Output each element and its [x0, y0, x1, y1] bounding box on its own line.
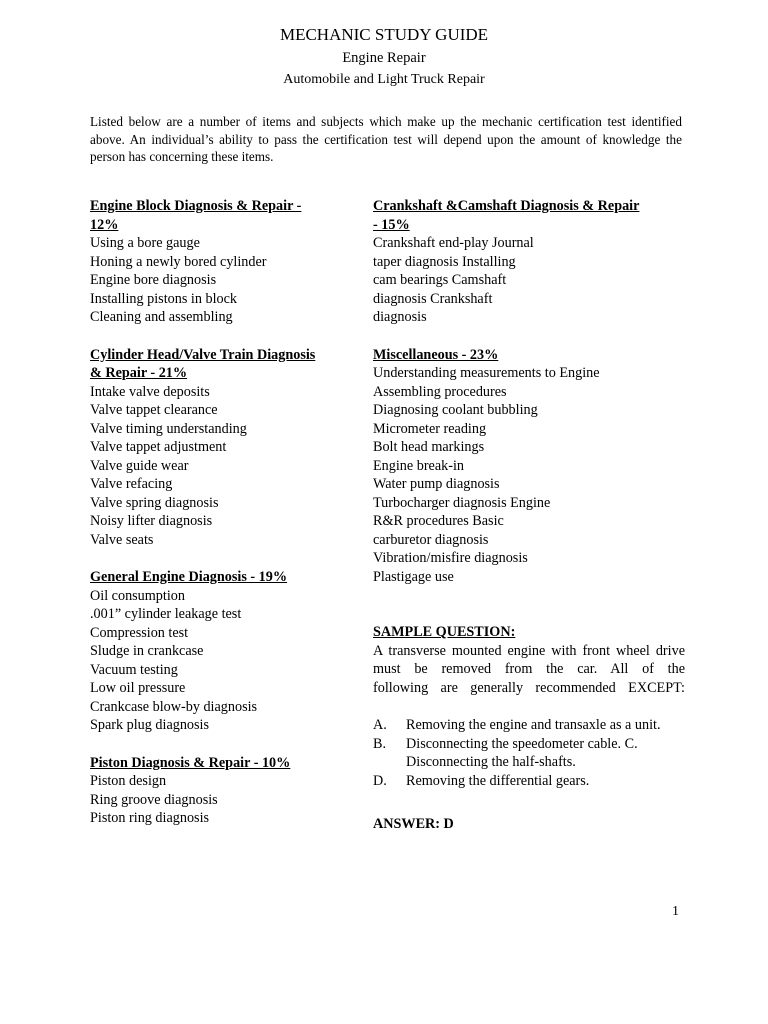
list-item: Crankcase blow-by diagnosis — [90, 698, 258, 715]
answer-text: ANSWER: D — [373, 816, 454, 832]
list-item: .001” cylinder leakage test — [90, 606, 242, 622]
list-item: Understanding measurements to Engine — [373, 365, 600, 381]
section-heading: - 15% — [373, 216, 410, 233]
option-letter: A. — [373, 717, 387, 733]
list-item: Vibration/misfire diagnosis — [373, 550, 528, 566]
list-item: Valve guide wear — [90, 457, 189, 474]
list-item: Oil consumption — [90, 587, 185, 604]
list-item: Piston design — [90, 773, 167, 789]
list-item: Cleaning and assembling — [90, 309, 233, 325]
option-text: Removing the engine and transaxle as a unit. — [406, 717, 661, 733]
list-item: Valve timing understanding — [90, 420, 247, 437]
question-line: A transverse mounted engine with front wheel drive — [373, 642, 685, 659]
section-cylinder-head — [90, 346, 355, 550]
section-piston — [90, 754, 355, 828]
page-subtitle-2: Automobile and Light Truck Repair — [283, 72, 485, 87]
left-column — [90, 197, 355, 828]
list-item: Micrometer reading — [373, 420, 487, 437]
section-heading: SAMPLE QUESTION: — [373, 624, 516, 640]
list-item: Valve tappet clearance — [90, 402, 218, 418]
list-item: Engine break-in — [373, 457, 464, 474]
list-item: diagnosis — [373, 309, 427, 325]
list-item: Valve refacing — [90, 476, 173, 492]
list-item: taper diagnosis Installing — [373, 253, 516, 270]
list-item: Honing a newly bored cylinder — [90, 253, 267, 270]
list-item: Valve spring diagnosis — [90, 494, 219, 511]
section-miscellaneous — [373, 346, 685, 587]
section-crankshaft — [373, 197, 685, 327]
list-item: Installing pistons in block — [90, 290, 237, 307]
list-item: Diagnosing coolant bubbling — [373, 402, 538, 418]
intro-paragraph — [90, 113, 682, 166]
section-heading: Engine Block Diagnosis & Repair - — [90, 198, 302, 214]
list-item: Valve tappet adjustment — [90, 439, 227, 455]
page-subtitle: Engine Repair — [342, 50, 426, 66]
list-item: carburetor diagnosis — [373, 531, 489, 548]
section-heading: General Engine Diagnosis - 19% — [90, 569, 288, 585]
section-heading: Piston Diagnosis & Repair - 10% — [90, 754, 291, 771]
list-item: Valve seats — [90, 531, 154, 548]
list-item: Water pump diagnosis — [373, 476, 500, 492]
page-number: 1 — [672, 904, 679, 919]
list-item: Crankshaft end-play Journal — [373, 235, 534, 251]
list-item: Vacuum testing — [90, 661, 178, 678]
answer-option-b-cont — [373, 753, 685, 772]
option-text: Disconnecting the half-shafts. — [406, 754, 576, 770]
question-line: following are generally recommended EXCEPT: — [373, 679, 685, 696]
section-heading: & Repair - 21% — [90, 365, 188, 381]
list-item: cam bearings Camshaft — [373, 272, 507, 288]
section-general-engine — [90, 568, 355, 735]
option-letter: B. — [373, 735, 387, 752]
intro-line: person has concerning these items. — [90, 149, 274, 165]
list-item: Intake valve deposits — [90, 383, 210, 400]
option-letter: D. — [373, 772, 387, 789]
list-item: Using a bore gauge — [90, 235, 200, 251]
answer-option-b — [373, 735, 685, 754]
section-engine-block — [90, 197, 355, 327]
option-text: Removing the differential gears. — [406, 772, 590, 789]
list-item: Ring groove diagnosis — [90, 791, 218, 808]
answer-option-d — [373, 772, 685, 791]
list-item: Engine bore diagnosis — [90, 272, 217, 288]
list-item: Assembling procedures — [373, 383, 507, 400]
right-column — [373, 197, 685, 834]
section-heading: Cylinder Head/Valve Train Diagnosis — [90, 346, 316, 363]
list-item: diagnosis Crankshaft — [373, 290, 493, 307]
section-heading: 12% — [90, 216, 119, 233]
list-item: Compression test — [90, 624, 189, 641]
section-heading: Crankshaft &Camshaft Diagnosis & Repair — [373, 198, 640, 214]
list-item: Low oil pressure — [90, 680, 186, 696]
answer-option-a — [373, 716, 685, 735]
list-item: Sludge in crankcase — [90, 643, 204, 659]
list-item: Noisy lifter diagnosis — [90, 513, 213, 529]
option-text: Disconnecting the speedometer cable. C. — [406, 735, 638, 752]
page-title: MECHANIC STUDY GUIDE — [279, 25, 489, 44]
list-item: Bolt head markings — [373, 439, 485, 455]
section-sample-question — [373, 623, 685, 834]
intro-line: Listed below are a number of items and subjects which make up the mechanic certification test identified — [90, 114, 682, 129]
list-item: Spark plug diagnosis — [90, 717, 210, 733]
question-line: must be removed from the car. All of the — [373, 661, 685, 677]
list-item: Plastigage use — [373, 568, 454, 585]
list-item: Piston ring diagnosis — [90, 810, 210, 826]
intro-line: above. An individual’s ability to pass the certification test will depend upon the amount of knowledge the — [90, 131, 682, 147]
list-item: Turbocharger diagnosis Engine — [373, 494, 551, 511]
list-item: R&R procedures Basic — [373, 513, 504, 529]
section-heading: Miscellaneous - 23% — [373, 346, 499, 363]
